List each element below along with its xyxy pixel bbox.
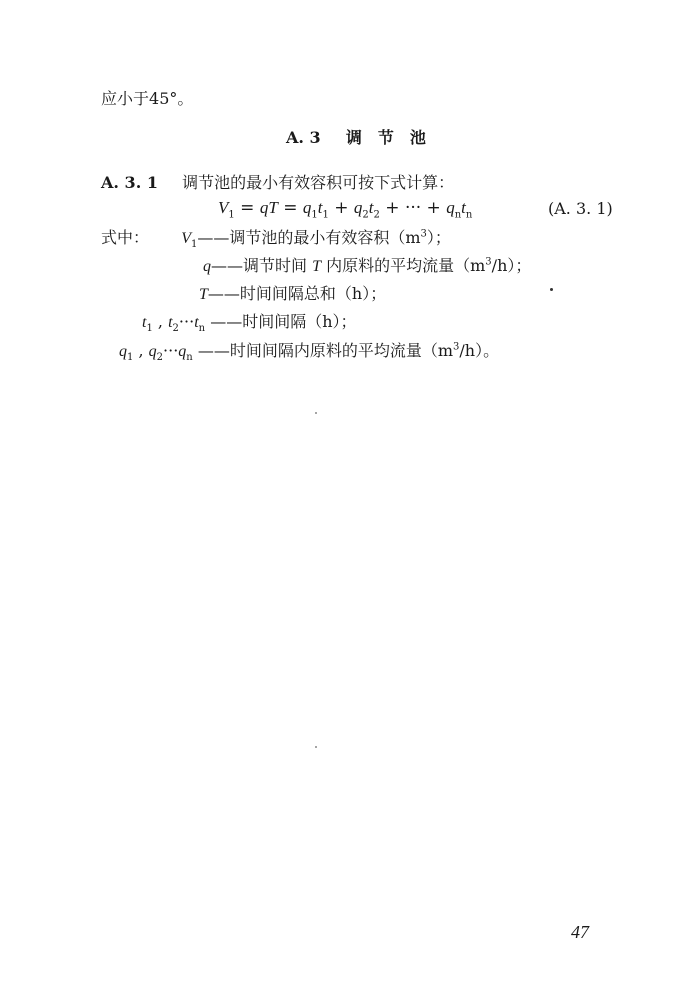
def-q: q——调节时间 T 内原料的平均流量$(m^3/h)$；	[203, 256, 532, 275]
def-qn-text: ——时间间隔内原料的平均流量（m	[197, 341, 454, 360]
intro-end: 。	[177, 89, 194, 108]
def-q-text2: 内原料的平均流量（m	[326, 256, 486, 275]
clause-number: A. 3. 1	[101, 173, 158, 192]
clause-line	[101, 173, 454, 193]
def-v1-text: ——调节池的最小有效容积（m	[197, 228, 421, 247]
section-number: A. 3	[286, 128, 321, 147]
section-heading	[286, 128, 426, 148]
def-qn: $q_1$ , $q_2\cdot\cdot\cdot q_n$ ——时间间隔内原料的平均流量$(m^3/h)$。	[119, 341, 500, 364]
angle-value: 45°	[149, 89, 178, 108]
def-T: T——时间间隔总和（h）；	[199, 284, 387, 303]
def-qn-end: /h）。	[459, 341, 500, 360]
scan-speck	[550, 288, 553, 291]
scan-speck	[315, 746, 317, 748]
def-t-text: ——时间间隔（h）；	[210, 312, 357, 331]
intro-text: 应小于	[101, 89, 150, 108]
clause-text: 调节池的最小有效容积可按下式计算：	[182, 173, 455, 192]
def-T-text: ——时间间隔总和（h）；	[207, 284, 387, 303]
scan-speck	[315, 412, 317, 414]
where-label: 式中：	[101, 228, 150, 247]
section-title: 调 节 池	[345, 128, 426, 147]
formula-line: $V_1$ = qT = $q_1t_1 + q_2t_2$ + ··· + $q_nt_n$	[218, 198, 473, 221]
def-t: $t_1$ , $t_2\cdot\cdot\cdot t_n$ ——时间间隔（h）；	[142, 312, 357, 335]
page-number: 47	[571, 922, 589, 942]
def-v1: 式中： $V_1——$调节池的最小有效容积$(m^3)$；	[101, 228, 451, 251]
formula-number: (A. 3. 1)	[548, 199, 613, 218]
def-q-end: /h）；	[491, 256, 532, 275]
def-v1-end: ）；	[426, 228, 451, 247]
intro-line	[101, 89, 193, 109]
def-q-text: ——调节时间	[211, 256, 308, 275]
